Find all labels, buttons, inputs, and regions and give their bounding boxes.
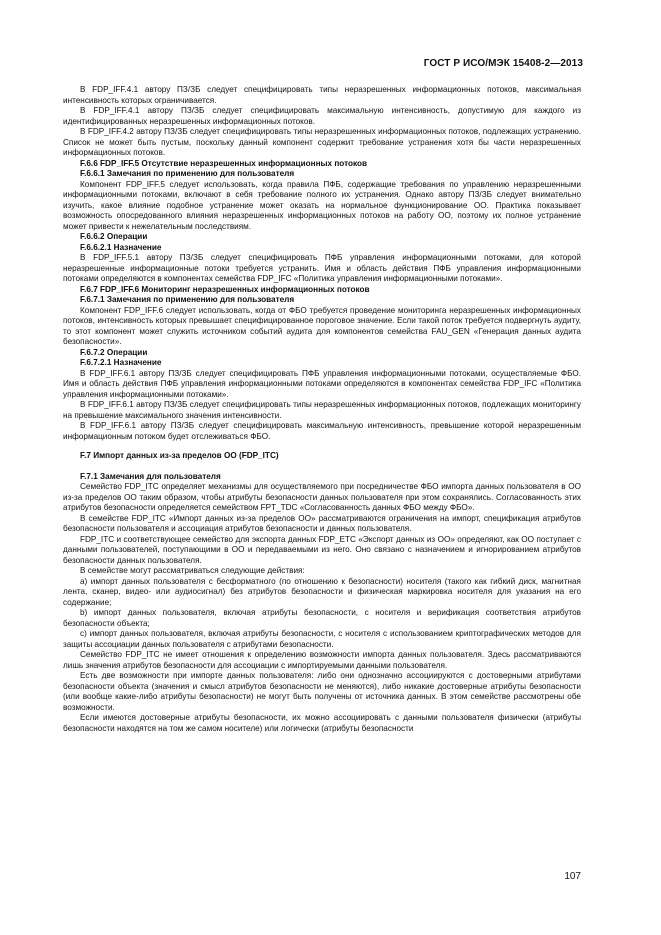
body-paragraph: В FDP_IFF.4.1 автору ПЗ/ЗБ следует специфицировать максимальную интенсивность, допустимую для каждого из идентифицированных неразрешенных информационных потоков.: [63, 106, 581, 126]
section-heading: F.6.7.1 Замечания по применению для пользователя: [80, 295, 295, 304]
standard-code-header: ГОСТ Р ИСО/МЭК 15408-2—2013: [423, 58, 583, 69]
body-paragraph: FDP_ITC и соответствующее семейство для экспорта данных FDP_ETC «Экспорт данных из ОО» определяют, как ОО поступает с данными пользователей, поступающими в ОО и передаваемыми из него. Оно связано с назначением и игнорированием атрибутов безопасности данных пользователя.: [63, 534, 581, 565]
section-heading: F.6.6.2.1 Назначение: [80, 242, 162, 252]
section-heading: F.6.7.2.1 Назначение: [80, 358, 162, 367]
body-paragraph: Компонент FDP_IFF.6 следует использовать, когда от ФБО требуется проведение мониторинга неразрешенных информационных потоков, интенсивность которых превышает специфицированное пороговое значение. Если такой поток требуется подвергнуть аудиту, то этот компонент может служить источником событий аудита для компонентов семейства FAU_GEN «Генерация данных аудита безопасности».: [63, 305, 581, 346]
body-paragraph: Если имеются достоверные атрибуты безопасности, их можно ассоциировать с данными пользователя физически (атрибуты безопасности находятся на том же самом носителе) или логически (атрибуты безопасности: [63, 713, 581, 733]
body-paragraph: Семейство FDP_ITC определяет механизмы для осуществляемого при посредничестве ФБО импорта данных пользователя в ОО из-за пределов ОО таким образом, чтобы атрибуты безопасности данных пользователя при этом сохранялись. Согласованность этих атрибутов безопасности определяется семейством FPT_TDC «Согласованность данных ФБО между ФБО».: [63, 482, 581, 512]
section-title: F.7 Импорт данных из-за пределов ОО (FDP_ITC): [80, 451, 279, 460]
section-heading: F.6.7.2 Операции: [80, 347, 148, 357]
body-paragraph: с) импорт данных пользователя, включая атрибуты безопасности, с носителя с использованием криптографических методов для защиты ассоциации данных пользователя с атрибутами безопасности.: [63, 629, 581, 649]
body-paragraph: В FDP_IFF.5.1 автору ПЗ/ЗБ следует специфицировать ПФБ управления информационными потоками, для которой неразрешенные информационные потоки требуется устранить. Имя и область действия ПФБ управления информационными потоками определяются в компонентах семейства FDP_IFC «Политика управления информационными потоками».: [63, 253, 581, 283]
section-heading: F.6.6.2 Операции: [80, 232, 148, 241]
page-number: 107: [564, 871, 581, 882]
body-paragraph: В семействе FDP_ITC «Импорт данных из-за пределов ОО» рассматриваются ограничения на импорт, спецификация атрибутов безопасности пользователя и ассоциация атрибутов безопасности и данных пользователя.: [63, 513, 581, 533]
section-heading: F.6.7 FDP_IFF.6 Мониторинг неразрешенных информационных потоков: [80, 284, 370, 294]
body-paragraph: В семействе могут рассматриваться следующие действия:: [80, 566, 305, 575]
body-paragraph: Семейство FDP_ITC не имеет отношения к определению возможности импорта данных пользователя. Здесь рассматриваются лишь значения атрибутов безопасности для ассоциации с импортируемыми данными пользователя.: [63, 650, 581, 670]
section-heading: F.7.1 Замечания для пользователя: [80, 471, 221, 481]
section-heading: F.6.6 FDP_IFF.5 Отсутствие неразрешенных информационных потоков: [80, 158, 368, 168]
body-paragraph: В FDP_IFF.6.1 автору ПЗ/ЗБ следует специфицировать типы неразрешенных информационных потоков, подлежащих мониторингу на превышение максимального значения интенсивности.: [63, 400, 581, 420]
body-paragraph: В FDP_IFF.4.1 автору ПЗ/ЗБ следует специфицировать типы неразрешенных информационных потоков, максимальная интенсивность которых ограничивается.: [63, 85, 581, 105]
body-paragraph: b) импорт данных пользователя, включая атрибуты безопасности, с носителя и верификация соответствия атрибутов безопасности объекта;: [63, 608, 581, 628]
body-paragraph: Компонент FDP_IFF.5 следует использовать, когда правила ПФБ, содержащие требования по управлению неразрешенными информационными потоками, включают в себя требование полного их устранения. Однако автору ПЗ/ЗБ следует внимательно изучить, какое влияние подобное устранение может оказать на нормальное функционирование ОО. Практика показывает возможность опосредованного влияния неразрешенных информационных потоков на работу ОО, поэтому их полное устранение может привести к нежелательным последствиям.: [63, 179, 581, 231]
body-paragraph: Есть две возможности при импорте данных пользователя: либо они однозначно ассоциируются с достоверными атрибутами безопасности объекта (значения и смысл атрибутов безопасности не меняются), либо никакие достоверные атрибуты безопасности (или вообще какие-либо атрибуты безопасности) не могут быть получены от источника данных. В этом семействе рассмотрены обе возможности.: [63, 671, 581, 712]
body-paragraph: а) импорт данных пользователя с бесформатного (по отношению к безопасности) носителя (такого как гибкий диск, магнитная лента, сканер, видео- или аудиосигнал) без атрибутов безопасности и физическая маркировка носителя для указания на его содержание;: [63, 576, 581, 607]
section-heading: F.6.6.1 Замечания по применению для пользователя: [80, 169, 295, 178]
body-paragraph: В FDP_IFF.6.1 автору ПЗ/ЗБ следует специфицировать максимальную интенсивность, превышение которой неразрешенным информационным потоком будет отслеживаться ФБО.: [63, 421, 581, 441]
body-paragraph: В FDP_IFF.6.1 автору ПЗ/ЗБ следует специфицировать ПФБ управления информационными потоками, осуществляемые ФБО. Имя и область действия ПФБ управления информационными потоками определяются в компонентах семейства FDP_IFC «Политика управления информационными потоками».: [63, 368, 581, 399]
document-body: [63, 85, 581, 734]
body-paragraph: В FDP_IFF.4.2 автору ПЗ/ЗБ следует специфицировать типы неразрешенных информационных потоков, подлежащих устранению. Список не может быть пустым, поскольку данный компонент содержит требование устранения хотя бы части неразрешенных информационных потоков.: [63, 127, 581, 157]
